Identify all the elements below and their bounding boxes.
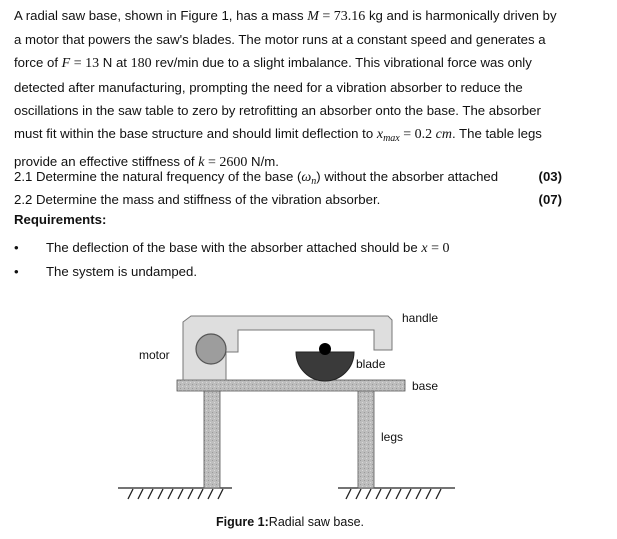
label-blade: blade: [356, 357, 386, 371]
label-base: base: [412, 379, 439, 393]
problem-statement: A radial saw base, shown in Figure 1, has a mass M = 73.16 kg and is harmonically driven by a motor that powers the saw's blades. The motor runs at a constant speed and generates a force of F = 13 N at 180 rev/min due to a slight imbalance. This vibrational force was only detected after manufacturing, prompting the need for a vibration absorber to reduce the oscillations in the saw table to zero by retrofitting an absorber onto the base. The absorber must fit within the base structure and should limit deflection to $x_{max} = 0.2$ cm. The table legs provide an effective stiffness of k = 2600 N/m.: [14, 8, 557, 171]
question-2-1: 2.1 Determine the natural frequency of the base $(\omega_n)$ without the absorber attached (03): [14, 165, 562, 193]
label-handle: handle: [402, 311, 439, 325]
base-table: [177, 380, 405, 391]
motor-icon: [196, 334, 226, 364]
question-2-2: 2.2 Determine the mass and stiffness of the vibration absorber. (07): [14, 188, 562, 211]
bullet-icon: •: [14, 264, 19, 279]
right-leg: [358, 390, 374, 488]
label-legs: legs: [381, 430, 404, 444]
ground-right: [338, 488, 455, 499]
bullet-icon: •: [14, 240, 19, 255]
requirements-heading: Requirements:: [14, 212, 107, 227]
marks-2-2: (07): [538, 192, 562, 207]
label-motor: motor: [139, 348, 170, 362]
marks-2-1: (03): [538, 169, 562, 184]
ground-left: [118, 488, 232, 499]
figure-caption: Figure 1:Radial saw base.: [216, 515, 364, 529]
blade-icon: [296, 352, 354, 381]
left-leg: [204, 390, 220, 488]
blade-arbor: [319, 343, 331, 355]
